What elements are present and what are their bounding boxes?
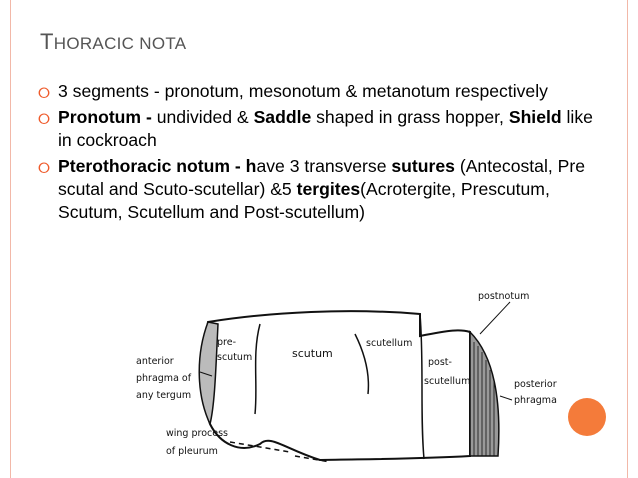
bullet-marker-icon: ⭘	[38, 85, 51, 102]
label-post-scutellum: scutellum	[424, 376, 471, 387]
bullet-item	[38, 80, 598, 103]
bullet-item	[38, 106, 598, 152]
bullet-text: ave 3 transverse	[256, 156, 392, 176]
label-scutum: scutum	[292, 347, 333, 360]
bullet-item	[38, 155, 598, 224]
bullet-text: (Antecostal, Pre scutal and Scuto-scutellar) &5	[58, 156, 586, 199]
slide-border-left	[10, 0, 11, 478]
bullet-text: Saddle	[253, 107, 312, 127]
bullet-text: (Acrotergite, Prescutum, Scutum, Scutellum and Post-scutellum)	[58, 179, 550, 222]
bullet-text: shaped in grass hopper,	[311, 107, 509, 127]
pointer-posterior	[500, 396, 512, 400]
prescutal-suture	[255, 324, 260, 414]
label-anterior-3: any tergum	[136, 390, 192, 401]
label-wing-2: of pleurum	[166, 446, 218, 457]
bullet-text: undivided &	[156, 107, 254, 127]
title-rest: HORACIC NOTA	[53, 34, 187, 53]
label-pre: pre-	[217, 337, 236, 348]
bullet-marker-icon: ⭘	[38, 160, 51, 177]
label-postnotum: postnotum	[478, 291, 530, 302]
bullet-text: Shield	[508, 107, 562, 127]
bullet-text: like in cockroach	[58, 107, 593, 150]
label-scutum-pre: scutum	[217, 352, 253, 363]
bullet-text: Pterothoracic notum - h	[58, 156, 257, 176]
pointer-postnotum	[480, 302, 510, 334]
title-first-letter: T	[40, 29, 54, 54]
label-post: post-	[428, 357, 452, 368]
slide-border-right	[627, 0, 628, 478]
bullet-marker-icon: ⭘	[38, 111, 51, 128]
thoracic-notum-diagram	[120, 284, 600, 478]
slide-title	[40, 29, 186, 55]
label-anterior-2: phragma of	[136, 373, 192, 384]
bullet-text: sutures	[391, 156, 455, 176]
bullet-text: Pronotum -	[58, 107, 157, 127]
label-scutellum: scutellum	[366, 338, 413, 349]
decorative-orange-circle	[568, 398, 606, 436]
bullet-list	[38, 80, 598, 227]
label-anterior-1: anterior	[136, 356, 174, 367]
label-posterior-1: posterior	[514, 379, 557, 390]
label-wing-1: wing process	[166, 428, 228, 439]
label-posterior-2: phragma	[514, 395, 557, 406]
bullet-text: 3 segments - pronotum, mesonotum & metanotum respectively	[58, 81, 548, 101]
bullet-text: tergites	[296, 179, 361, 199]
